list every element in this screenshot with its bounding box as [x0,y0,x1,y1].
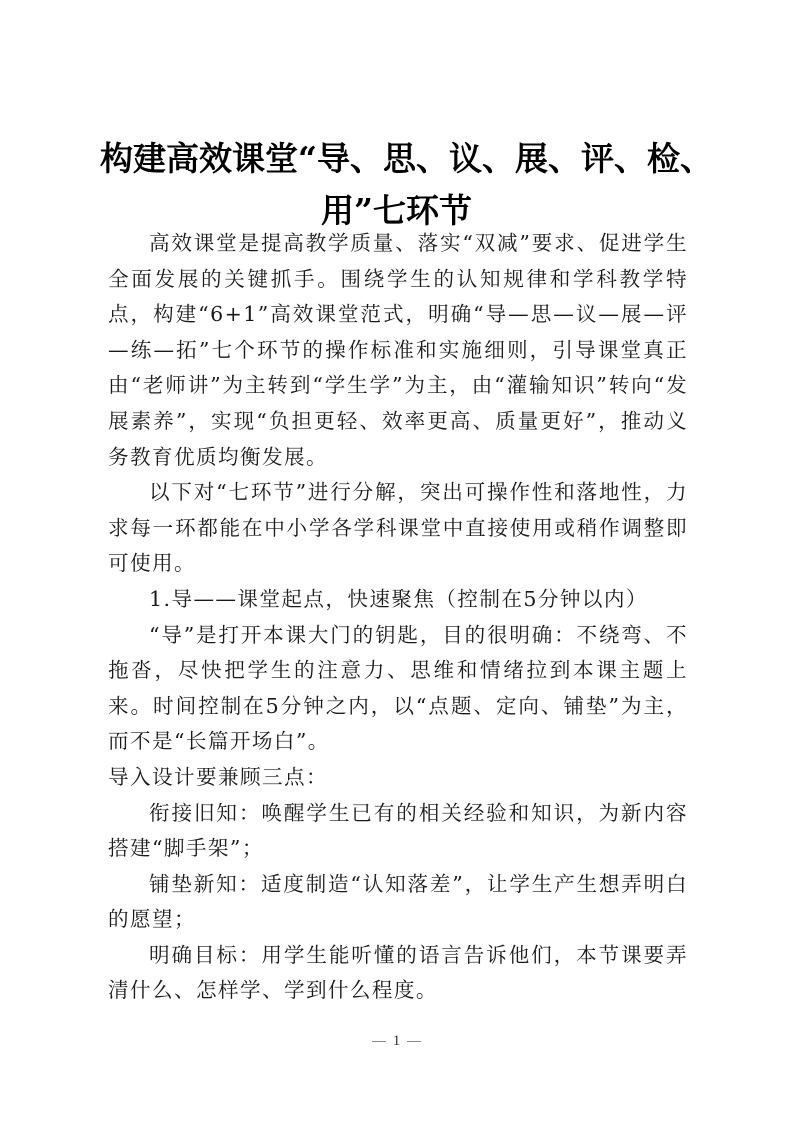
document-body [108,226,688,1009]
footer-dash-right [407,1041,421,1042]
footer-dash-left [372,1041,386,1042]
page-footer [0,1033,793,1050]
paragraph-design-points-lead: 导入设计要兼顾三点： [108,764,328,789]
title-line-1: 构建高效课堂“导、思、议、展、评、检、 [100,139,713,179]
document-title [100,133,713,237]
paragraph-overview: 以下对“七环节”进行分解，突出可操作性和落地性，力求每一环都能在中小学各学科课堂中直接使用或稍作调整即可使用。 [108,480,688,576]
section-heading-dao: 1.导——课堂起点，快速聚焦（控制在5分钟以内） [149,586,648,611]
paragraph-intro: 高效课堂是提高教学质量、落实“双减”要求、促进学生全面发展的关键抓手。围绕学生的认知规律和学科教学特点，构建“6+1”高效课堂范式，明确“导—思—议—展—评—练—拓”七个环节的操作标准和实施细则，引导课堂真正由“老师讲”为主转到“学生学”为主，由“灌输知识”转向“发展素养”，实现“负担更轻、效率更高、质量更好”，推动义务教育优质均衡发展。 [108,231,688,469]
paragraph-point-new-knowledge: 铺垫新知：适度制造“认知落差”，让学生产生想弄明白的愿望； [108,871,688,932]
paragraph-point-goals: 明确目标：用学生能听懂的语言告诉他们，本节课要弄清什么、怎样学、学到什么程度。 [108,942,688,1003]
title-line-2: 用”七环节 [321,191,472,231]
paragraph-dao-description: “导”是打开本课大门的钥匙，目的很明确：不绕弯、不拖沓，尽快把学生的注意力、思维和情绪拉到本课主题上来。时间控制在5分钟之内，以“点题、定向、铺垫”为主，而不是“长篇开场白”。 [108,622,688,754]
page-number: 1 [392,1033,401,1049]
paragraph-point-old-knowledge: 衔接旧知：唤醒学生已有的相关经验和知识，为新内容搭建“脚手架”； [108,800,688,861]
